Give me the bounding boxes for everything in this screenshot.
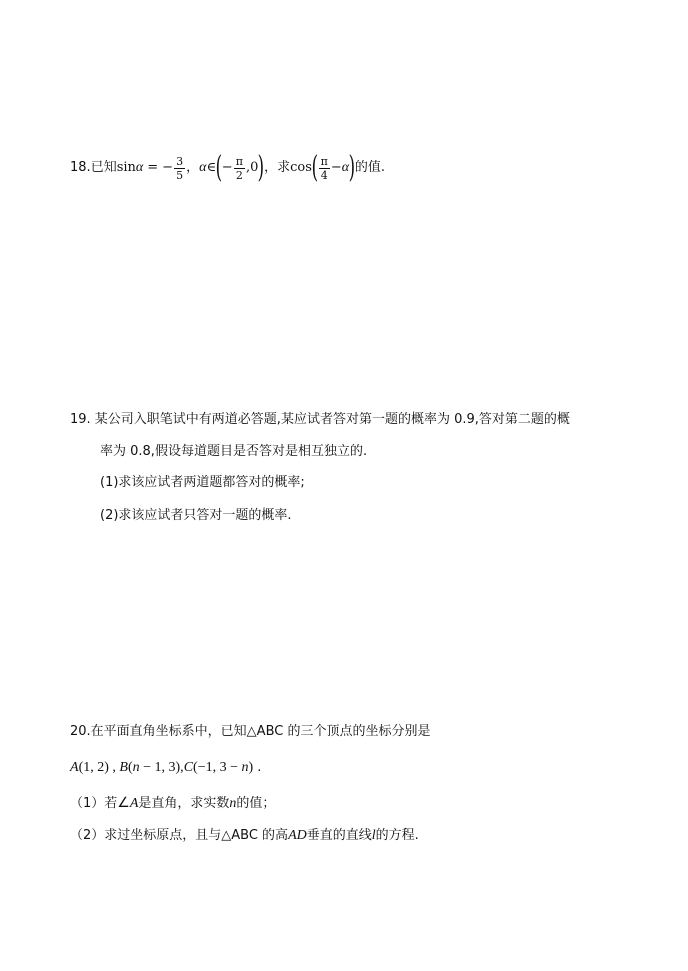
q18-equals: = — [147, 160, 159, 175]
q20-point-c-close: ) — [248, 760, 254, 775]
q18-frac2-denominator: 2 — [235, 168, 243, 182]
q20-point-b: B — [119, 760, 128, 775]
q18-tail: 的值. — [354, 160, 385, 175]
q20-part1 — [70, 794, 275, 814]
q18-comma1: ， — [186, 160, 200, 175]
q18-minus3: − — [330, 160, 342, 175]
q18-alpha2: α — [341, 160, 350, 175]
q19-line1: 19. 某公司入职笔试中有两道必答题,某应试者答对第一题的概率为 0.9,答对第二题的概 — [70, 412, 570, 427]
q18-fraction-three-fifths — [174, 155, 185, 182]
q20-coords-end: . — [253, 760, 262, 775]
q20-part1-angle: ∠ — [117, 796, 130, 811]
q18-frac1-numerator: 3 — [176, 154, 184, 168]
q20-part1-n: n — [229, 796, 237, 811]
q18-frac3-denominator: 4 — [320, 168, 328, 182]
q18-right-paren: ) — [257, 150, 265, 185]
q18-alpha: α — [135, 160, 144, 175]
q18-fraction-pi-over-4 — [319, 155, 330, 182]
q18-left-paren2: ( — [311, 150, 318, 185]
q18-right-paren2: ) — [348, 150, 356, 185]
q18-frac2-numerator: π — [235, 154, 243, 168]
q20-line1: 20.在平面直角坐标系中，已知△ABC 的三个顶点的坐标分别是 — [70, 724, 431, 739]
q20-part2-ad: AD — [288, 828, 307, 843]
q18-frac1-denominator: 5 — [176, 168, 184, 182]
q20-point-c: C — [183, 760, 194, 775]
q19-part1: (1)求该应试者两道题都答对的概率; — [100, 475, 305, 490]
q19-part2: (2)求该应试者只答对一题的概率. — [100, 508, 292, 523]
q18-comma2: ， — [264, 160, 278, 175]
q18-minus2: − — [221, 160, 233, 175]
q20-point-c-n: n — [241, 760, 249, 775]
q20-part2 — [70, 826, 419, 846]
q20-point-c-open: (−1, 3 − — [193, 760, 242, 775]
q18-zero: ,0 — [245, 160, 259, 175]
q18-minus: − — [162, 160, 174, 175]
q20-part2-mid: 垂直的直线 — [306, 828, 372, 843]
question-18 — [70, 150, 385, 185]
q18-sin: sin — [116, 160, 136, 175]
q18-left-paren: ( — [215, 150, 223, 185]
q18-ask: 求 — [277, 160, 291, 175]
q20-point-b-open: ( — [127, 760, 133, 775]
q18-element-of: ∈ — [206, 160, 217, 175]
q20-part2-l: l — [371, 828, 376, 843]
q18-cos: cos — [290, 160, 312, 175]
q20-coordinates — [70, 758, 261, 778]
q18-lead: 已知 — [90, 160, 117, 175]
q20-part1-mid: 是直角，求实数 — [138, 796, 230, 811]
q18-number: 18. — [70, 160, 91, 175]
q18-fraction-pi-over-2 — [234, 155, 245, 182]
q20-part2-prefix: （2）求过坐标原点，且与△ABC 的高 — [70, 828, 289, 843]
q20-point-b-n: n — [132, 760, 140, 775]
q20-part1-a: A — [129, 796, 139, 811]
q20-part1-end: 的值； — [236, 796, 276, 811]
q18-frac3-numerator: π — [320, 154, 328, 168]
q19-line2: 率为 0.8,假设每道题目是否答对是相互独立的. — [100, 444, 368, 459]
q20-part2-end: 的方程. — [375, 828, 419, 843]
q20-point-a: A — [70, 760, 79, 775]
q20-part1-prefix: （1）若 — [70, 796, 118, 811]
q20-sep1: , — [108, 760, 120, 775]
q18-alpha-set: α — [199, 160, 207, 175]
q20-point-a-value: (1, 2) — [78, 760, 109, 775]
q20-point-b-rest: − 1, 3), — [139, 760, 184, 775]
